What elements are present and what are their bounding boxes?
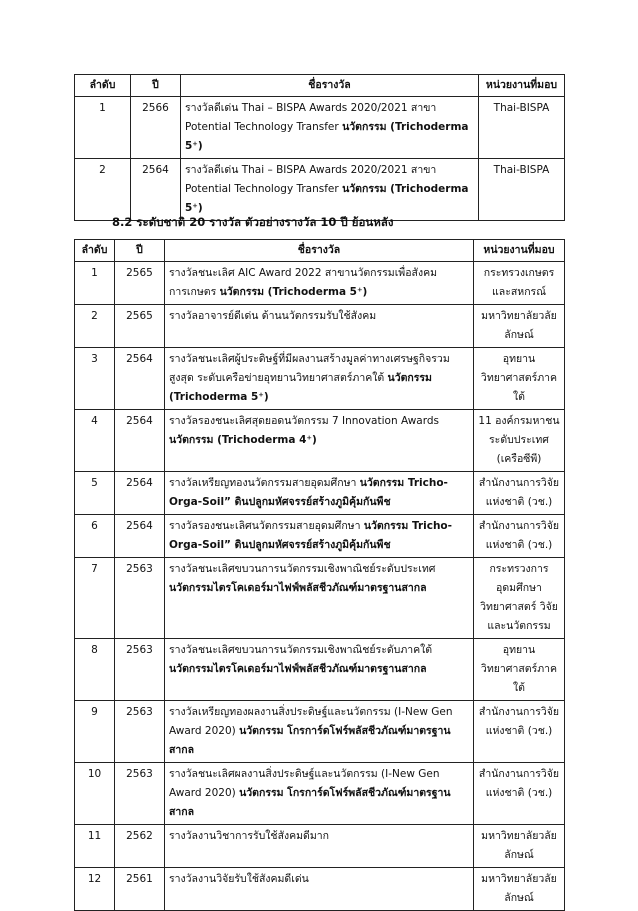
year-cell: 2564 bbox=[115, 410, 165, 472]
order-cell: 11 bbox=[75, 825, 115, 868]
table-row bbox=[75, 639, 565, 701]
table-1-body bbox=[75, 97, 565, 221]
award-name-text: รางวัลดีเด่น Thai – BISPA Awards 2020/2021 สาขา Potential Technology Transfer bbox=[185, 102, 437, 133]
header-agency: หน่วยงานที่มอบ bbox=[479, 75, 565, 97]
innovation-name: นวัตกรรม (Trichoderma 4⁺) bbox=[169, 434, 317, 446]
agency-cell: สำนักงานการวิจัยแห่งชาติ (วช.) bbox=[474, 701, 565, 763]
year-cell: 2564 bbox=[131, 159, 181, 221]
award-name-text: รางวัลชนะเลิศผลงานสิ่งประดิษฐ์และนวัตกรรม (I-New Gen Award 2020) bbox=[169, 768, 440, 799]
agency-cell: 11 องค์กรมหาชนระดับประเทศ (เครือซีพี) bbox=[474, 410, 565, 472]
header-order: ลำดับ bbox=[75, 240, 115, 262]
award-name-cell bbox=[165, 305, 474, 348]
innovation-name: นวัตกรรม (Trichoderma 5⁺) bbox=[219, 286, 368, 298]
innovation-name: นวัตกรรม โกรการ์ดโฟร์พลัสชีวภัณฑ์มาตรฐานสากล bbox=[169, 787, 451, 818]
year-cell: 2563 bbox=[115, 701, 165, 763]
table-row bbox=[75, 701, 565, 763]
order-cell: 4 bbox=[75, 410, 115, 472]
award-name-text: รางวัลรองชนะเลิศนวัตกรรมสายอุดมศึกษา bbox=[169, 520, 361, 532]
award-name-cell bbox=[165, 410, 474, 472]
table-row bbox=[75, 515, 565, 558]
year-cell: 2563 bbox=[115, 558, 165, 639]
agency-cell: สำนักงานการวิจัยแห่งชาติ (วช.) bbox=[474, 472, 565, 515]
award-name-cell bbox=[165, 701, 474, 763]
table-row bbox=[75, 868, 565, 911]
agency-cell: อุทยานวิทยาศาสตร์ภาคใต้ bbox=[474, 639, 565, 701]
award-name-cell bbox=[165, 825, 474, 868]
innovation-name: นวัตกรรม Tricho-Orga-Soil” ดินปลูกมหัศจรรย์สร้างภูมิคุ้มกันพืช bbox=[169, 477, 448, 508]
award-name-cell bbox=[181, 97, 479, 159]
order-cell: 8 bbox=[75, 639, 115, 701]
table-2-body bbox=[75, 262, 565, 911]
award-name-cell bbox=[165, 262, 474, 305]
order-cell: 2 bbox=[75, 159, 131, 221]
award-name-cell bbox=[165, 558, 474, 639]
year-cell: 2564 bbox=[115, 472, 165, 515]
table-row bbox=[75, 558, 565, 639]
header-agency: หน่วยงานที่มอบ bbox=[474, 240, 565, 262]
table-row bbox=[75, 410, 565, 472]
year-cell: 2565 bbox=[115, 305, 165, 348]
award-name-text: รางวัลเหรียญทองผลงานสิ่งประดิษฐ์และนวัตกรรม (I-New Gen Award 2020) bbox=[169, 706, 453, 737]
agency-cell: Thai-BISPA bbox=[479, 97, 565, 159]
order-cell: 10 bbox=[75, 763, 115, 825]
table-header-row bbox=[75, 240, 565, 262]
agency-cell: กระทรวงการอุดมศึกษา วิทยาศาสตร์ วิจัยและนวัตกรรม bbox=[474, 558, 565, 639]
agency-cell: กระทรวงเกษตรและสหกรณ์ bbox=[474, 262, 565, 305]
award-name-text: รางวัลรองชนะเลิศสุดยอดนวัตกรรม 7 Innovation Awards bbox=[169, 415, 439, 427]
award-name-cell bbox=[165, 763, 474, 825]
year-cell: 2563 bbox=[115, 763, 165, 825]
header-year: ปี bbox=[131, 75, 181, 97]
year-cell: 2564 bbox=[115, 515, 165, 558]
award-name-text: รางวัลอาจารย์ดีเด่น ด้านนวัตกรรมรับใช้สังคม bbox=[169, 310, 377, 322]
order-cell: 6 bbox=[75, 515, 115, 558]
award-name-cell bbox=[165, 472, 474, 515]
year-cell: 2563 bbox=[115, 639, 165, 701]
year-cell: 2565 bbox=[115, 262, 165, 305]
award-name-text: รางวัลงานวิจัยรับใช้สังคมดีเด่น bbox=[169, 873, 309, 885]
innovation-name: นวัตกรรม (Trichoderma 5⁺) bbox=[169, 372, 432, 403]
innovation-name: นวัตกรรมไตรโคเดอร์มาไฟฟ์พลัสชีวภัณฑ์มาตรฐานสากล bbox=[169, 663, 427, 675]
year-cell: 2562 bbox=[115, 825, 165, 868]
order-cell: 5 bbox=[75, 472, 115, 515]
award-name-cell bbox=[165, 639, 474, 701]
table-row bbox=[75, 97, 565, 159]
table-row bbox=[75, 472, 565, 515]
order-cell: 12 bbox=[75, 868, 115, 911]
award-name-text: รางวัลชนะเลิศ AIC Award 2022 สาขานวัตกรรมเพื่อสังคมการเกษตร bbox=[169, 267, 438, 298]
award-name-text: รางวัลชนะเลิศขบวนการนวัตกรรมเชิงพาณิชย์ระดับประเทศ bbox=[169, 563, 436, 575]
award-name-cell bbox=[165, 868, 474, 911]
table-row bbox=[75, 763, 565, 825]
award-name-text: รางวัลดีเด่น Thai – BISPA Awards 2020/2021 สาขา Potential Technology Transfer bbox=[185, 164, 437, 195]
agency-cell: Thai-BISPA bbox=[479, 159, 565, 221]
awards-table-2 bbox=[74, 239, 565, 911]
agency-cell: มหาวิทยาลัยวลัยลักษณ์ bbox=[474, 825, 565, 868]
year-cell: 2561 bbox=[115, 868, 165, 911]
award-name-text: รางวัลชนะเลิศผู้ประดิษฐ์ที่มีผลงานสร้างมูลค่าทางเศรษฐกิจรวมสูงสุด ระดับเครือข่ายอุทยานวิทยาศาสตร์ภาคใต้ bbox=[169, 353, 450, 384]
innovation-name: นวัตกรรม (Trichoderma 5⁺) bbox=[185, 121, 469, 152]
table-row bbox=[75, 305, 565, 348]
year-cell: 2566 bbox=[131, 97, 181, 159]
order-cell: 1 bbox=[75, 262, 115, 305]
header-award-name: ชื่อรางวัล bbox=[165, 240, 474, 262]
award-name-cell bbox=[181, 159, 479, 221]
agency-cell: สำนักงานการวิจัยแห่งชาติ (วช.) bbox=[474, 515, 565, 558]
order-cell: 9 bbox=[75, 701, 115, 763]
award-name-text: รางวัลชนะเลิศขบวนการนวัตกรรมเชิงพาณิชย์ระดับภาคใต้ bbox=[169, 644, 433, 656]
agency-cell: มหาวิทยาลัยวลัยลักษณ์ bbox=[474, 868, 565, 911]
award-name-cell bbox=[165, 515, 474, 558]
table-header-row bbox=[75, 75, 565, 97]
order-cell: 7 bbox=[75, 558, 115, 639]
year-cell: 2564 bbox=[115, 348, 165, 410]
innovation-name: นวัตกรรม (Trichoderma 5⁺) bbox=[185, 183, 469, 214]
award-name-text: รางวัลเหรียญทองนวัตกรรมสายอุดมศึกษา bbox=[169, 477, 357, 489]
order-cell: 2 bbox=[75, 305, 115, 348]
table-row bbox=[75, 262, 565, 305]
innovation-name: นวัตกรรมไตรโคเดอร์มาไฟฟ์พลัสชีวภัณฑ์มาตรฐานสากล bbox=[169, 582, 427, 594]
order-cell: 1 bbox=[75, 97, 131, 159]
table-row bbox=[75, 159, 565, 221]
table-row bbox=[75, 348, 565, 410]
header-award-name: ชื่อรางวัล bbox=[181, 75, 479, 97]
header-year: ปี bbox=[115, 240, 165, 262]
agency-cell: มหาวิทยาลัยวลัยลักษณ์ bbox=[474, 305, 565, 348]
section-heading: 8.2 ระดับชาติ 20 รางวัล ตัวอย่างรางวัล 10 ปี ย้อนหลัง bbox=[112, 215, 394, 229]
awards-table-1 bbox=[74, 74, 565, 221]
agency-cell: สำนักงานการวิจัยแห่งชาติ (วช.) bbox=[474, 763, 565, 825]
table-row bbox=[75, 825, 565, 868]
innovation-name: นวัตกรรม โกรการ์ดโฟร์พลัสชีวภัณฑ์มาตรฐานสากล bbox=[169, 725, 451, 756]
agency-cell: อุทยานวิทยาศาสตร์ภาคใต้ bbox=[474, 348, 565, 410]
order-cell: 3 bbox=[75, 348, 115, 410]
award-name-text: รางวัลงานวิชาการรับใช้สังคมดีมาก bbox=[169, 830, 330, 842]
header-order: ลำดับ bbox=[75, 75, 131, 97]
award-name-cell bbox=[165, 348, 474, 410]
innovation-name: นวัตกรรม Tricho-Orga-Soil” ดินปลูกมหัศจรรย์สร้างภูมิคุ้มกันพืช bbox=[169, 520, 453, 551]
